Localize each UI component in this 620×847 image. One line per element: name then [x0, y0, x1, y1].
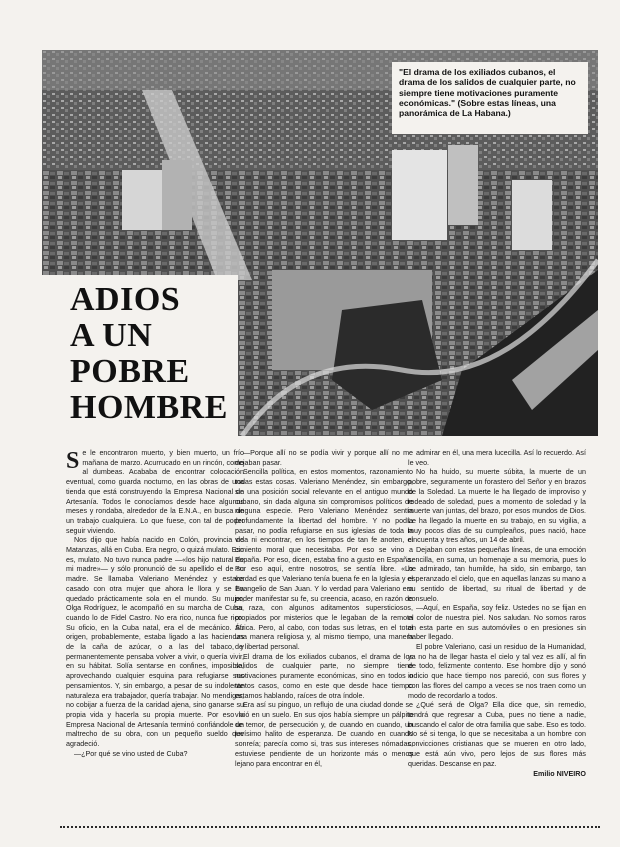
- paragraph: Dejaban con estas pequeñas líneas, de una emoción sencilla, en suma, un homenaje a su memoria, pues lo he admirado, tan humilde, ha sido, sin embargo, tan esperanzado el cielo, que en aquellas lanzas su mano a su sentido de libertad, su ritual de libertad y de consuelo.: [408, 546, 586, 603]
- paragraph: Era así su pinguo, un reflujo de una ciudad donde se vivió en un suelo. En sus ojos había siempre un pálpito de temor, de persecución y, de cuando en cuando, un levísimo halito de esperanza. De cuando en cuando sonreía; parecía como si, tras sus intereses nómadas, estuviese pendiente de un horizonte más o menos lejano para encontrar en él,: [235, 701, 413, 768]
- article-column-1: [66, 449, 244, 835]
- headline-line-1: ADIOS: [70, 281, 181, 318]
- headline-line-2: A UN: [70, 317, 153, 354]
- paragraph: —Porque allí no se podía vivir y porque allí no me dejaban pasar.: [235, 449, 413, 467]
- photo-caption: "El drama de los exiliados cubanos, el drama de los salidos de cualquier parte, no siempre tiene motivaciones puramente económicas." (Sobre estas líneas, una panorámica de La Habana.): [392, 62, 588, 134]
- article-column-2: [235, 449, 413, 835]
- headline: [70, 282, 240, 426]
- paragraph: —¿Por qué se vino usted de Cuba?: [74, 749, 188, 758]
- paragraph: Sencilla política, en estos momentos, razonamiento todas estas cosas. Valeriano Menéndez, sin embargo, sin una posición social relevante en el antiguo mundo cubano, sin dada alguna sin compromisos políticos de ninguna especie. Pero Valeriano Menéndez sentía profundamente la libertad del hombre. Y no podía pasar, no podía refugiarse en sus iglesias de toda la vida ni encontrar, en los tiempos de tan fe anoten, el cimiento moral que necesitaba. Por eso se vino a España. Por eso, dicen, estaba fino a gusto en España. Por eso aquí, entre nosotros, se sentía libre. «Lo verdad es que Valeriano tenía buena fe en la Iglesia y el Evangelio de San Juan. Y lo verdad para Valeriano era poder manifestar su fe, su creencia, acaso, en razón de su raza, con algunos aditamentos supersticiosos, propiados por misterios que le legaban de la remota África. Pero, al cabo, con todas sus letras, en el total una manera religiosa y, al mismo tiempo, una manera de libertad personal.: [235, 468, 413, 652]
- paragraph: Se le encontraron muerto, y bien muerto, un frío mañana de marzo. Acurrucado en un rincón, como al dumbeas. Acababa de encontrar colocación eventual, como guarda nocturno, en las obras de una tienda que está construyendo la Empresa Nacional de Artesanía. Todos le conocíamos desde hace algunos meses y rondaba, alrededor de la E.N.A., en busca de un trabajo cualquiera. Lo que fuese, con tal de poder seguir viviendo.: [66, 449, 244, 535]
- paragraph: admirar en él, una mera lucecilla. Así lo recuerdo. Así le veo.: [408, 449, 586, 467]
- drop-cap: S: [66, 449, 80, 474]
- author-signature: Emilio NIVEIRO: [533, 770, 586, 779]
- paragraph: El pobre Valeriano, casi un residuo de la Humanidad, ya no ha de llegar hasta el cielo y tal vez es allí, al fin de todo, felizmente contento. Ese hombre dijo y sonó indicio que hace tiempo nos pareció, con sus flores y con las flores del campo a veces se nos traen como un modo de recordarlo a todos.: [408, 643, 586, 700]
- headline-line-3: POBRE: [70, 353, 190, 390]
- paragraph: No ha huido, su muerte súbita, la muerte de un pobre, seguramente un forastero del Señor y en brazos de la Soledad. La muerte le ha llegado de improviso y rodeado de soledad, pues a momento de soledad y la muerte van juntas, del brazo, por esos mundos de Dios. Le ha llegado la muerte en su trabajo, en su vigilia, a muy pocos días de su cumpleaños, pues nació, hace cincuenta y tres años, un 14 de abril.: [408, 468, 586, 545]
- paragraph: —Aquí, en España, soy feliz. Ustedes no se fijan en el color de nuestra piel. Nos saludan. No somos raros en esta parte en sus automóviles o en presiones sin haber llegado.: [408, 604, 586, 642]
- headline-line-4: HOMBRE: [70, 389, 228, 426]
- article-column-3: [408, 449, 586, 835]
- paragraph: Nos dijo que había nacido en Colón, provincia de Matanzas, allá en Cuba. Era negro, o quizá mulato. Eso es, mulato. No tuvo nunca padre —«los hijo natural de mi madre»— y sólo pronunció de su apellido el de su madre. Se llamaba Valeriano Menéndez y estaba casado con otra mujer que ahora le llora y se ha quedado prácticamente sola en el mundo. Su mujer, Olga Rodríguez, le acompañó en su marcha de Cuba, cuando lo de Fidel Castro. No era rico, nunca fue rico. Su oficio, en la Cuba natal, era el de mecánico. Su origen, probablemente, estaba ligado a las haciendas de la caña de azúcar, o a las del tabaco, y permanentemente pensaba volver a vivir, o quería vivir, en su hábitat. Solía sentarse en confines, imposible, aprovechando cualquier esquina para refugiarse sus pensamientos. Y, sin embargo, a pesar de su indolente naturaleza era trabajador, quería trabajar. No mendigar, no cobijar a fuerza de la caridad ajena, sino ganarse su propia vida y hacerla su propia muerte. Por eso la Empresa Nacional de Artesanía terminó confiándole un maltrecho de su obra, con un pequeño sueldo que agradeció.: [66, 536, 244, 749]
- paragraph: ¿Qué será de Olga? Ella dice que, sin remedio, tendrá que regresar a Cuba, pues no tiene a nadie, buscando el calor de otra familia que sabe. Eso es todo. No sé si tenga, lo que se necesitaba a un hombre con convicciones cristianas que se mueren en otro lado, que está aún vivo, pero lejos de sus flores más queridas. Descanse en paz.: [408, 701, 586, 768]
- bottom-dotted-rule: [60, 826, 600, 831]
- paragraph: El drama de los exiliados cubanos, el drama de los salidos de cualquier parte, no siempre tiene motivaciones puramente económicas, sino en todos o tantos casos, como en este que desde hace tiempo estamos hablando, raíces de otra índole.: [235, 652, 413, 700]
